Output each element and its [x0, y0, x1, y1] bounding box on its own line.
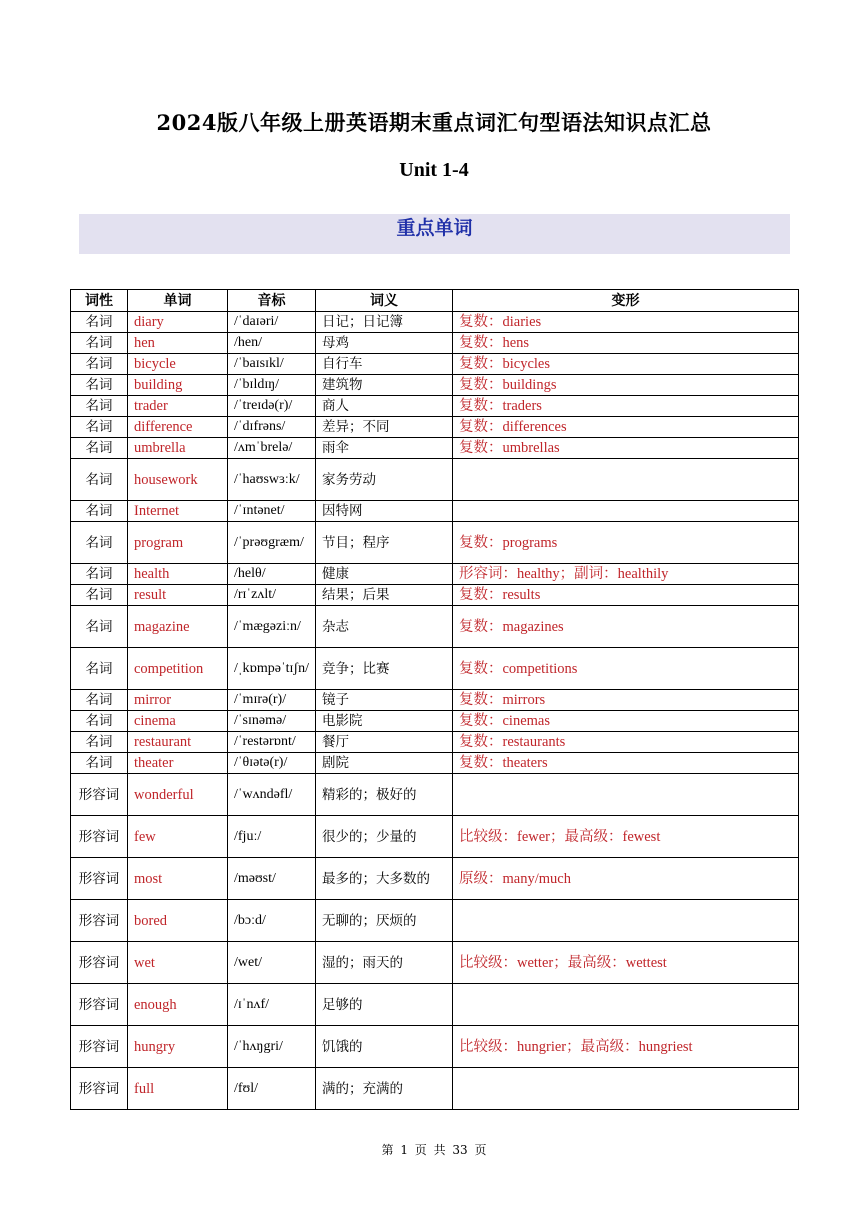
part-of-speech-cell: 形容词 [71, 1068, 128, 1110]
part-of-speech-cell: 形容词 [71, 942, 128, 984]
word-cell: program [128, 522, 228, 564]
table-row [71, 522, 799, 564]
word-cell: wonderful [128, 774, 228, 816]
meaning-cell: 足够的 [316, 984, 453, 1026]
meaning-cell: 因特网 [316, 501, 453, 522]
meaning-cell: 母鸡 [316, 333, 453, 354]
word-cell: most [128, 858, 228, 900]
part-of-speech-cell: 名词 [71, 501, 128, 522]
table-row [71, 333, 799, 354]
word-forms-cell: 复数：diaries [453, 312, 799, 333]
word-forms-cell: 复数：competitions [453, 648, 799, 690]
vocabulary-table [70, 289, 799, 1110]
table-row [71, 417, 799, 438]
word-cell: diary [128, 312, 228, 333]
word-cell: few [128, 816, 228, 858]
table-row [71, 711, 799, 732]
part-of-speech-cell: 名词 [71, 753, 128, 774]
word-forms-cell: 复数：hens [453, 333, 799, 354]
word-cell: Internet [128, 501, 228, 522]
word-cell: wet [128, 942, 228, 984]
word-cell: health [128, 564, 228, 585]
column-header-meaning: 词义 [316, 290, 453, 312]
word-forms-cell: 复数：bicycles [453, 354, 799, 375]
phonetic-cell: /hen/ [228, 333, 316, 354]
meaning-cell: 节目；程序 [316, 522, 453, 564]
part-of-speech-cell: 名词 [71, 690, 128, 711]
meaning-cell: 剧院 [316, 753, 453, 774]
word-forms-cell [453, 774, 799, 816]
word-cell: difference [128, 417, 228, 438]
table-row [71, 690, 799, 711]
word-forms-cell [453, 1068, 799, 1110]
meaning-cell: 满的；充满的 [316, 1068, 453, 1110]
table-row [71, 816, 799, 858]
table-row [71, 459, 799, 501]
word-forms-cell: 比较级：fewer；最高级：fewest [453, 816, 799, 858]
table-body [71, 312, 799, 1110]
table-row [71, 648, 799, 690]
word-forms-cell: 复数：results [453, 585, 799, 606]
part-of-speech-cell: 形容词 [71, 816, 128, 858]
meaning-cell: 镜子 [316, 690, 453, 711]
word-forms-cell: 复数：theaters [453, 753, 799, 774]
meaning-cell: 很少的；少量的 [316, 816, 453, 858]
meaning-cell: 无聊的；厌烦的 [316, 900, 453, 942]
phonetic-cell: /ˈdaɪəri/ [228, 312, 316, 333]
phonetic-cell: /ɪˈnʌf/ [228, 984, 316, 1026]
table-row [71, 858, 799, 900]
word-forms-cell: 复数：buildings [453, 375, 799, 396]
part-of-speech-cell: 形容词 [71, 984, 128, 1026]
meaning-cell: 建筑物 [316, 375, 453, 396]
table-header-row [71, 290, 799, 312]
word-forms-cell: 比较级：hungrier；最高级：hungriest [453, 1026, 799, 1068]
column-header-word: 单词 [128, 290, 228, 312]
part-of-speech-cell: 名词 [71, 585, 128, 606]
part-of-speech-cell: 名词 [71, 711, 128, 732]
phonetic-cell: /helθ/ [228, 564, 316, 585]
word-forms-cell: 复数：programs [453, 522, 799, 564]
part-of-speech-cell: 名词 [71, 375, 128, 396]
part-of-speech-cell: 名词 [71, 438, 128, 459]
meaning-cell: 餐厅 [316, 732, 453, 753]
meaning-cell: 杂志 [316, 606, 453, 648]
part-of-speech-cell: 名词 [71, 732, 128, 753]
part-of-speech-cell: 名词 [71, 606, 128, 648]
phonetic-cell: /ˈwʌndəfl/ [228, 774, 316, 816]
word-cell: bored [128, 900, 228, 942]
table-row [71, 501, 799, 522]
phonetic-cell: /wet/ [228, 942, 316, 984]
word-cell: building [128, 375, 228, 396]
word-cell: bicycle [128, 354, 228, 375]
word-forms-cell: 复数：magazines [453, 606, 799, 648]
word-cell: competition [128, 648, 228, 690]
word-forms-cell: 形容词：healthy；副词：healthily [453, 564, 799, 585]
meaning-cell: 日记；日记簿 [316, 312, 453, 333]
part-of-speech-cell: 名词 [71, 312, 128, 333]
phonetic-cell: /ˌkɒmpəˈtɪʃn/ [228, 648, 316, 690]
table-row [71, 312, 799, 333]
word-cell: cinema [128, 711, 228, 732]
phonetic-cell: /ˈdɪfrəns/ [228, 417, 316, 438]
meaning-cell: 健康 [316, 564, 453, 585]
word-forms-cell: 复数：umbrellas [453, 438, 799, 459]
phonetic-cell: /bɔːd/ [228, 900, 316, 942]
phonetic-cell: /fjuː/ [228, 816, 316, 858]
column-header-phonetic: 音标 [228, 290, 316, 312]
word-cell: theater [128, 753, 228, 774]
column-header-pos: 词性 [71, 290, 128, 312]
column-header-forms: 变形 [453, 290, 799, 312]
meaning-cell: 结果；后果 [316, 585, 453, 606]
table-row [71, 564, 799, 585]
word-forms-cell: 复数：mirrors [453, 690, 799, 711]
meaning-cell: 最多的；大多数的 [316, 858, 453, 900]
part-of-speech-cell: 形容词 [71, 1026, 128, 1068]
word-forms-cell: 复数：differences [453, 417, 799, 438]
table-row [71, 375, 799, 396]
part-of-speech-cell: 名词 [71, 417, 128, 438]
meaning-cell: 电影院 [316, 711, 453, 732]
part-of-speech-cell: 形容词 [71, 900, 128, 942]
word-cell: magazine [128, 606, 228, 648]
part-of-speech-cell: 名词 [71, 354, 128, 375]
part-of-speech-cell: 名词 [71, 459, 128, 501]
meaning-cell: 雨伞 [316, 438, 453, 459]
part-of-speech-cell: 形容词 [71, 774, 128, 816]
phonetic-cell: /ˈhaʊswɜːk/ [228, 459, 316, 501]
meaning-cell: 饥饿的 [316, 1026, 453, 1068]
phonetic-cell: /ˈprəʊgræm/ [228, 522, 316, 564]
table-row [71, 438, 799, 459]
phonetic-cell: /ʌmˈbrelə/ [228, 438, 316, 459]
word-forms-cell: 复数：cinemas [453, 711, 799, 732]
word-cell: hen [128, 333, 228, 354]
section-heading: 重点单词 [396, 217, 473, 239]
document-title: 2024版八年级上册英语期末重点词汇句型语法知识点汇总 [156, 110, 712, 135]
table-row [71, 606, 799, 648]
phonetic-cell: /ˈbaɪsɪkl/ [228, 354, 316, 375]
table-row [71, 753, 799, 774]
phonetic-cell: /ˈθɪətə(r)/ [228, 753, 316, 774]
table-row [71, 732, 799, 753]
table-row [71, 396, 799, 417]
table-row [71, 984, 799, 1026]
phonetic-cell: /ˈhʌŋgri/ [228, 1026, 316, 1068]
table-row [71, 1026, 799, 1068]
word-forms-cell: 比较级：wetter；最高级：wettest [453, 942, 799, 984]
phonetic-cell: /ˈsɪnəmə/ [228, 711, 316, 732]
table-row [71, 900, 799, 942]
part-of-speech-cell: 名词 [71, 564, 128, 585]
word-forms-cell [453, 900, 799, 942]
word-cell: enough [128, 984, 228, 1026]
meaning-cell: 竞争；比赛 [316, 648, 453, 690]
table-row [71, 774, 799, 816]
part-of-speech-cell: 名词 [71, 648, 128, 690]
phonetic-cell: /məʊst/ [228, 858, 316, 900]
phonetic-cell: /ˈrestərɒnt/ [228, 732, 316, 753]
word-cell: result [128, 585, 228, 606]
word-forms-cell: 复数：traders [453, 396, 799, 417]
phonetic-cell: /ˈɪntənet/ [228, 501, 316, 522]
table-row [71, 585, 799, 606]
meaning-cell: 商人 [316, 396, 453, 417]
word-forms-cell: 复数：restaurants [453, 732, 799, 753]
meaning-cell: 湿的；雨天的 [316, 942, 453, 984]
phonetic-cell: /ˈmægəziːn/ [228, 606, 316, 648]
meaning-cell: 家务劳动 [316, 459, 453, 501]
phonetic-cell: /ˈbɪldɪŋ/ [228, 375, 316, 396]
word-cell: restaurant [128, 732, 228, 753]
table-row [71, 354, 799, 375]
unit-subtitle: Unit 1-4 [399, 159, 469, 181]
table-row [71, 942, 799, 984]
word-cell: housework [128, 459, 228, 501]
part-of-speech-cell: 形容词 [71, 858, 128, 900]
word-forms-cell: 原级：many/much [453, 858, 799, 900]
word-cell: full [128, 1068, 228, 1110]
table-row [71, 1068, 799, 1110]
phonetic-cell: /ˈmɪrə(r)/ [228, 690, 316, 711]
word-forms-cell [453, 984, 799, 1026]
word-forms-cell [453, 459, 799, 501]
word-cell: hungry [128, 1026, 228, 1068]
word-forms-cell [453, 501, 799, 522]
word-cell: mirror [128, 690, 228, 711]
part-of-speech-cell: 名词 [71, 396, 128, 417]
page-footer: 第 1 页 共 33 页 [381, 1143, 487, 1157]
meaning-cell: 精彩的；极好的 [316, 774, 453, 816]
phonetic-cell: /fʊl/ [228, 1068, 316, 1110]
meaning-cell: 自行车 [316, 354, 453, 375]
meaning-cell: 差异；不同 [316, 417, 453, 438]
section-banner [79, 214, 790, 254]
phonetic-cell: /ˈtreɪdə(r)/ [228, 396, 316, 417]
word-cell: trader [128, 396, 228, 417]
part-of-speech-cell: 名词 [71, 522, 128, 564]
word-cell: umbrella [128, 438, 228, 459]
phonetic-cell: /rɪˈzʌlt/ [228, 585, 316, 606]
part-of-speech-cell: 名词 [71, 333, 128, 354]
